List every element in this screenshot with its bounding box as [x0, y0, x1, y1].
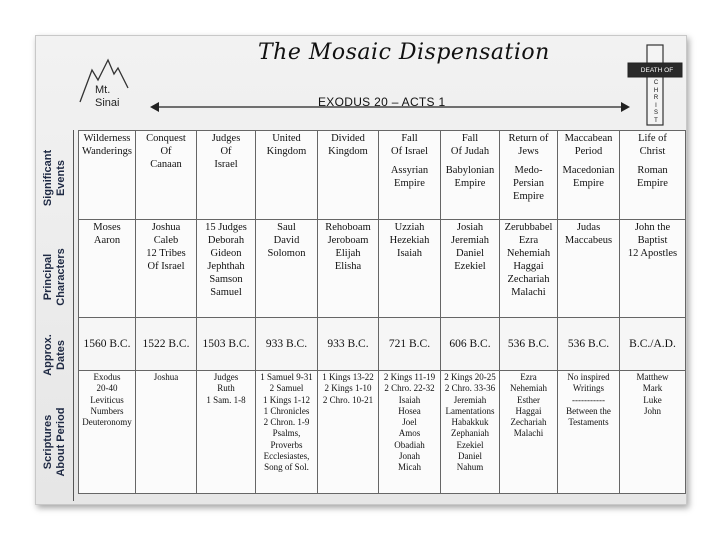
cell-line: Samuel [210, 287, 242, 298]
cell-line: Obadiah [394, 439, 425, 450]
cell-line: Divided [331, 133, 365, 144]
cell-line: Moses [93, 222, 121, 233]
cell-line: Baptist [637, 235, 668, 246]
cell-line: Zechariah [507, 274, 550, 285]
date-cell: 1503 B.C. [197, 318, 256, 371]
cell-line: Return of [508, 133, 549, 144]
empire-label [501, 164, 556, 203]
character-cell [441, 220, 500, 318]
cell-line: Micah [398, 462, 421, 473]
cross-letter: S [653, 110, 658, 116]
cell-line: 20-40 [96, 383, 118, 394]
cell-line: Isaiah [398, 394, 421, 405]
cell-line: Period [574, 146, 603, 157]
cell-line: Canaan [150, 159, 182, 170]
cell-line: Deborah [207, 235, 245, 246]
cell-line: Kingdom [266, 146, 307, 157]
event-cell [441, 131, 500, 220]
event-cell [500, 131, 558, 220]
span-label: EXODUS 20 – ACTS 1 [318, 95, 446, 109]
cell-line: Joshua [151, 222, 181, 233]
cell-line: Rehoboam [325, 222, 371, 233]
scripture-cell [318, 371, 379, 494]
cell-line: 12 Apostles [627, 248, 678, 259]
cell-line: Lamentations [445, 405, 495, 416]
row-label-line: Characters [55, 247, 67, 306]
cell-line: Exodus [93, 372, 121, 382]
cell-line: Elisha [334, 261, 362, 272]
cell-line: Jews [518, 146, 539, 157]
character-cell [318, 220, 379, 318]
cell-line: Ezra [520, 372, 537, 382]
cell-line: 2 Chro. 22-32 [384, 383, 435, 394]
cell-line: Haggai [513, 261, 544, 272]
events-row [79, 131, 686, 220]
cell-line: Amos [398, 428, 421, 439]
cell-line: Matthew [636, 372, 669, 382]
cross-letter: T [654, 117, 658, 124]
row-label-line: Scriptures [42, 414, 54, 470]
event-cell [256, 131, 318, 220]
cell-line: Caleb [153, 235, 179, 246]
cell-line: Numbers [90, 405, 124, 416]
cell-line: Samson [209, 274, 243, 285]
cell-line: Fall [401, 133, 418, 144]
cell-line: 2 Kings 11-19 [383, 372, 436, 382]
dispensation-table [78, 130, 686, 494]
cell-line: Zephaniah [451, 428, 489, 439]
cell-line: Zerubbabel [504, 222, 553, 233]
cell-line: Of [220, 146, 232, 157]
row-label-text [42, 150, 68, 206]
event-cell [558, 131, 620, 220]
empire-label [559, 164, 618, 190]
scripture-cell [79, 371, 136, 494]
cell-line: 2 Chron. 1-9 [263, 417, 310, 428]
date-cell: B.C./A.D. [620, 318, 686, 371]
cell-line: Habakkuk [451, 417, 489, 428]
cell-line: Uzziah [394, 222, 425, 233]
row-label-line: Events [55, 159, 67, 197]
cell-line: 2 Kings 1-10 [324, 383, 372, 394]
cell-line: Esther [517, 394, 540, 405]
scriptures-row [79, 371, 686, 494]
cross-letter: R [653, 95, 659, 101]
cell-line: Luke [643, 394, 662, 405]
cell-line: Jeremiah [453, 394, 487, 405]
cell-line: Wilderness [83, 133, 131, 144]
cell-line: Judges [213, 372, 239, 382]
cell-line: Ezekiel [454, 261, 486, 272]
row-label-events [37, 130, 73, 226]
cell-line: Empire [454, 178, 486, 189]
cell-line: 2 Samuel [269, 383, 304, 394]
cell-line: Of Israel [390, 146, 429, 157]
cell-line: Roman [637, 165, 668, 176]
date-cell: 933 B.C. [318, 318, 379, 371]
cell-line: Macedonian [562, 165, 615, 176]
cell-line: Babylonian [445, 165, 495, 176]
cell-line: Judges [211, 133, 241, 144]
cell-line: Haggai [515, 405, 542, 416]
cell-line: Psalms, [272, 428, 301, 439]
date-cell: 1560 B.C. [79, 318, 136, 371]
cell-line: Empire [394, 178, 425, 189]
scripture-cell [558, 371, 620, 494]
cell-line: Proverbs [270, 439, 303, 450]
cell-line: Joel [402, 417, 417, 428]
character-cell [558, 220, 620, 318]
cell-line: 12 Tribes [146, 248, 186, 259]
event-cell [379, 131, 441, 220]
cell-line: Solomon [267, 248, 306, 259]
scripture-cell [136, 371, 197, 494]
cell-line: Elijah [335, 248, 361, 259]
row-label-line: About Period [55, 407, 67, 477]
cell-line: Hosea [398, 405, 421, 416]
cell-line: ----------- [572, 394, 605, 405]
cell-line: Persian [513, 178, 544, 189]
scripture-cell [379, 371, 441, 494]
date-cell: 1522 B.C. [136, 318, 197, 371]
event-cell [318, 131, 379, 220]
character-cell [379, 220, 441, 318]
scripture-cell [256, 371, 318, 494]
cell-line: 2 Chro. 33-36 [444, 383, 496, 394]
cell-line: Medo- [514, 165, 543, 176]
cell-line: Saul [277, 222, 296, 233]
cell-line: Jeremiah [451, 235, 489, 246]
cell-line: Deuteronomy [82, 417, 132, 428]
cell-line: Assyrian [390, 165, 429, 176]
cell-line: Aaron [93, 235, 121, 246]
date-cell: 606 B.C. [441, 318, 500, 371]
event-cell [197, 131, 256, 220]
cell-line: Gideon [210, 248, 242, 259]
cell-line: Nehemiah [510, 383, 547, 394]
characters-row [79, 220, 686, 318]
scripture-cell [620, 371, 686, 494]
cell-line: Hezekiah [389, 235, 430, 246]
cell-line: John [643, 405, 661, 416]
character-cell [620, 220, 686, 318]
cell-line: 1 Kings 1-12 [263, 394, 310, 405]
cell-line: Writings [572, 383, 605, 394]
cell-line: 15 Judges [205, 222, 247, 233]
cell-line: United [272, 133, 301, 144]
cell-line: 1 Samuel 9-31 [260, 372, 313, 382]
cell-line: Daniel [458, 451, 482, 462]
cross-letter: H [653, 87, 659, 94]
cell-line: Testaments [568, 417, 609, 428]
mt-sinai-label [95, 84, 119, 110]
event-cell [620, 131, 686, 220]
cell-line: Jephthah [207, 261, 245, 272]
cell-line: Ecclesiastes, [263, 451, 310, 462]
cell-line: Leviticus [90, 394, 124, 405]
cell-line: Israel [214, 159, 238, 170]
row-label-dates [37, 327, 73, 383]
cell-line: Between the [566, 405, 611, 416]
cell-line: Empire [573, 178, 604, 189]
character-cell [197, 220, 256, 318]
scripture-cell [197, 371, 256, 494]
scripture-cell [500, 371, 558, 494]
cross-label: DEATH OF [640, 67, 674, 74]
row-label-characters [37, 226, 73, 327]
cell-line: Mark [642, 383, 663, 394]
character-cell [136, 220, 197, 318]
cell-line: John the [634, 222, 671, 233]
cell-line: Christ [639, 146, 666, 157]
cell-line: David [273, 235, 300, 246]
cell-line: 1 Sam. 1-8 [206, 394, 246, 405]
cell-line: Song of Sol. [264, 462, 309, 473]
cell-line: Joshua [153, 372, 179, 382]
cell-line: Judas [576, 222, 601, 233]
character-cell [500, 220, 558, 318]
row-label-text [42, 407, 68, 476]
row-label-text [42, 248, 68, 305]
date-cell: 933 B.C. [256, 318, 318, 371]
cell-line: 1 Chronicles [263, 405, 310, 416]
cell-line: No inspired [567, 372, 610, 382]
empire-label [621, 164, 684, 190]
dates-row [79, 318, 686, 371]
row-label-line: Dates [55, 340, 67, 370]
cell-line: Empire [513, 191, 544, 202]
cell-line: Ezra [518, 235, 539, 246]
cell-line: Josiah [456, 222, 484, 233]
cell-line: 2 Chro. 10-21 [322, 394, 374, 405]
cell-line: Daniel [456, 248, 484, 259]
cell-line: Of Israel [147, 261, 185, 272]
cell-line: Ezekiel [456, 439, 484, 450]
character-cell [79, 220, 136, 318]
cell-line: Ruth [217, 383, 235, 394]
cell-line: Jonah [399, 451, 420, 462]
cell-line: Maccabean [564, 133, 613, 144]
cell-line: Kingdom [328, 146, 368, 157]
cell-line: Isaiah [396, 248, 423, 259]
row-label-scriptures [37, 383, 73, 501]
cell-line: Maccabeus [564, 235, 613, 246]
row-label-line: Principal [42, 253, 54, 300]
cell-line: Malachi [511, 287, 546, 298]
event-cell [136, 131, 197, 220]
cell-line: Nehemiah [506, 248, 551, 259]
date-cell: 536 B.C. [500, 318, 558, 371]
cross-letter: C [653, 80, 659, 86]
cell-line: Jeroboam [327, 235, 369, 246]
mt-sinai-line: Sinai [95, 97, 120, 109]
cell-line: Zechariah [510, 417, 547, 428]
row-label-line: Approx. [42, 334, 54, 376]
cross-letters [650, 80, 662, 125]
cell-line: Nahum [456, 462, 484, 473]
cell-line: Fall [461, 133, 479, 144]
cell-line: Empire [637, 178, 668, 189]
cell-line: Life of [638, 133, 667, 144]
cell-line: Of [160, 146, 172, 157]
empire-label [442, 164, 498, 190]
row-label-text [42, 334, 68, 376]
date-cell: 721 B.C. [379, 318, 441, 371]
row-label-line: Significant [42, 149, 54, 207]
cross-letter: I [655, 102, 657, 109]
cell-line: Conquest [146, 133, 186, 144]
cell-line: 2 Kings 20-25 [444, 372, 496, 382]
scripture-cell [441, 371, 500, 494]
cell-line: 1 Kings 13-22 [322, 372, 374, 382]
empire-label [380, 164, 439, 190]
date-cell: 536 B.C. [558, 318, 620, 371]
mt-sinai-line: Mt. [95, 84, 111, 96]
character-cell [256, 220, 318, 318]
page-title: The Mosaic Dispensation [258, 40, 550, 65]
cell-line: Of Judah [450, 146, 490, 157]
event-cell [79, 131, 136, 220]
cell-line: Malachi [513, 428, 544, 439]
cell-line: Wanderings [82, 146, 132, 157]
